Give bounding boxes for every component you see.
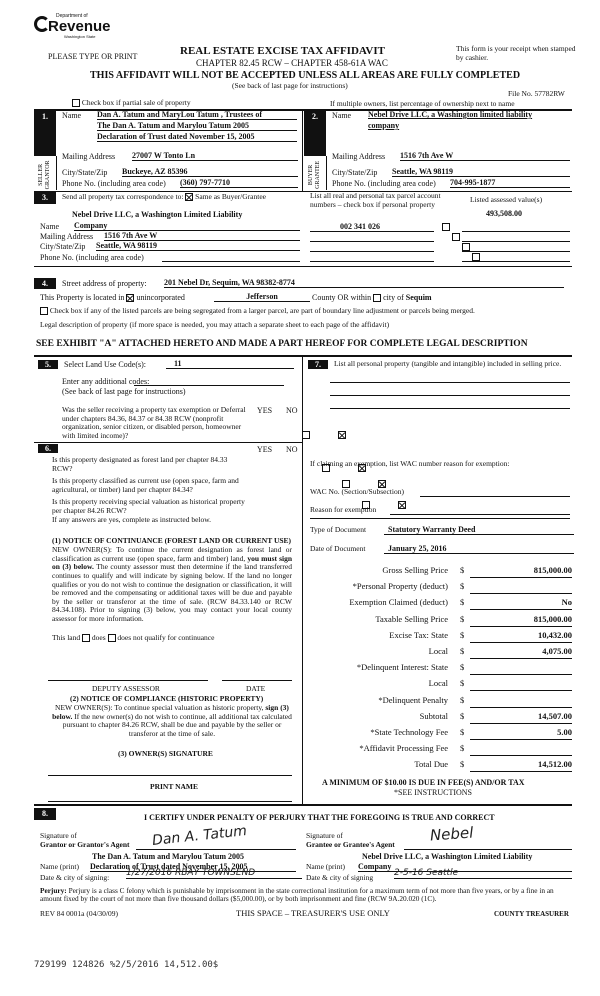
grantor-sig-label-b: Grantor or Grantor's Agent — [40, 840, 130, 849]
personal-property-checkbox-3[interactable] — [462, 243, 470, 251]
does-checkbox[interactable] — [82, 634, 90, 642]
seller-side-text: SELLER GRANTOR — [38, 160, 51, 190]
tax-row-label: Gross Selling Price — [382, 565, 448, 575]
section6-yes-header: YES — [257, 445, 273, 454]
tax-row-dollar: $ — [460, 646, 465, 656]
tax-row-label: *Delinquent Penalty — [378, 694, 448, 705]
street-label: Street address of property: — [62, 279, 147, 288]
logo-word: Revenue — [48, 18, 111, 35]
segregated-label: Check box if any of the listed parcels are being segregated from a larger parcel, are part of boundary line adjustment or parcels being merged. — [49, 306, 475, 315]
tax-phone-label: Phone No. (including area code) — [40, 253, 144, 262]
grantor-name-label: Name (print) — [40, 862, 79, 871]
reason-label: Reason for exemption — [310, 505, 377, 514]
continuance-row — [52, 634, 214, 643]
logo — [34, 13, 111, 44]
treasurer-stamp: 729199 124826 %2/5/2016 14,512.00$ — [34, 960, 219, 970]
affidavit-warning: THIS AFFIDAVIT WILL NOT BE ACCEPTED UNLESS ALL AREAS ARE FULLY COMPLETED — [90, 70, 521, 81]
seller-name-line-3: Declaration of Trust dated November 15, 2005 — [97, 132, 297, 142]
seller-phone-label: Phone No. (including area code) — [62, 179, 166, 188]
tax-row-dollar: $ — [460, 727, 465, 737]
perjury-certification: I CERTIFY UNDER PENALTY OF PERJURY THAT THE FOREGOING IS TRUE AND CORRECT — [144, 813, 495, 822]
tax-row-label: Local — [428, 646, 448, 656]
buyer-mailing: 1516 7th Ave W — [400, 151, 570, 161]
any-yes-note: If any answers are yes, complete as instructed below. — [52, 515, 212, 524]
same-as-buyer-checkbox[interactable] — [185, 193, 193, 201]
additional-codes-label: Enter any additional codes: — [62, 377, 150, 386]
grantor-name-a: The Dan A. Tatum and Marylou Tatum 2005 — [92, 852, 245, 861]
buyer-city: Seattle, WA 98119 — [392, 167, 570, 177]
document-type-label: Type of Document — [310, 525, 367, 534]
exemption-yes-checkbox[interactable] — [302, 431, 310, 439]
tax-row-label: Excise Tax: State — [389, 629, 448, 640]
reason-line-1[interactable] — [390, 506, 570, 515]
logo-bottom-text: Washington State — [64, 34, 96, 39]
perjury-notice — [40, 887, 572, 904]
form-title: REAL ESTATE EXCISE TAX AFFIDAVIT — [180, 45, 385, 57]
personal-property-checkbox-1[interactable] — [442, 223, 450, 231]
buyer-name-line-2: company — [368, 121, 400, 130]
this-land-label: This land — [52, 633, 81, 642]
tax-row-value: 14,512.00 — [470, 760, 572, 772]
city-of-label: city of — [383, 293, 404, 302]
perjury-text: Perjury is a class C felony which is punishable by imprisonment in the state correctional institution for a maximum term of not more than five years, or by a fine in an amount fixed by the court of not more than five thousand dollars ($5,000.00), or by both imprisonment and fine (RCW 9A.20.020 (1C). — [40, 886, 554, 904]
does-label: does — [91, 633, 106, 642]
section5-no-header: NO — [286, 406, 298, 415]
tax-row — [308, 647, 572, 659]
grantor-signature: Dan A. Tatum — [151, 823, 248, 849]
tax-row-label: *Delinquent Interest: State — [356, 662, 448, 673]
historic-question: Is this property receiving special valuation as historical property per chapter 84.26 RCW? — [52, 497, 245, 515]
buyer-name-line-1: Nebel Drive LLC, a Washington limited liability — [368, 110, 533, 119]
buyer-mailing-label: Mailing Address — [332, 152, 386, 161]
located-label: This Property is located in — [40, 293, 125, 302]
form-revision: REV 84 0001a (04/30/09) — [40, 909, 118, 918]
wac-line[interactable] — [420, 488, 570, 497]
tax-row-value: 5.00 — [470, 728, 572, 740]
see-back-note: (See back of last page for instructions) — [232, 81, 348, 90]
tax-row-label: *Affidavit Processing Fee — [359, 743, 448, 754]
tax-row — [308, 744, 572, 756]
tax-row-dollar: $ — [460, 678, 465, 689]
document-type: Statutory Warranty Deed — [384, 525, 574, 535]
grantor-name-b: Declaration of Trust dated November 15, 2005 — [90, 862, 296, 872]
unincorporated-label: unincorporated — [136, 293, 185, 302]
owner-signature-line[interactable] — [48, 775, 292, 776]
tax-row-value — [470, 582, 572, 594]
notice1-title: (1) NOTICE OF CONTINUANCE (FOREST LAND OR CURRENT USE) — [52, 536, 292, 545]
tax-row-label: *Personal Property (deduct) — [352, 581, 448, 592]
seller-city-label: City/State/Zip — [62, 168, 108, 177]
exemption-no-checkbox[interactable] — [338, 431, 346, 439]
buyer-city-label: City/State/Zip — [332, 168, 378, 177]
grantee-signature: Nebel — [429, 823, 474, 845]
tax-row-value: 815,000.00 — [470, 615, 572, 627]
grantee-signature-line[interactable] — [404, 849, 572, 850]
current-use-question: Is this property classified as current use (open space, farm and agricultural, or timber) land per chapter 84.34? — [52, 476, 239, 494]
buyer-name-label: Name — [332, 111, 352, 120]
tax-row-dollar: $ — [460, 759, 465, 770]
grantee-name-label: Name (print) — [306, 862, 345, 871]
tax-city: Seattle, WA 98119 — [96, 241, 300, 251]
buyer-phone-label: Phone No. (including area code) — [332, 179, 436, 188]
tax-mailing: 1516 7th Ave W — [104, 231, 300, 241]
section-3-number: 3. — [34, 192, 56, 204]
tax-name-label: Name — [40, 222, 60, 231]
grantee-sig-label-b: Grantee or Grantee's Agent — [306, 840, 395, 849]
assessor-signature-line[interactable] — [48, 680, 208, 681]
tax-row-dollar: $ — [460, 613, 465, 624]
seller-city: Buckeye, AZ 85396 — [122, 167, 298, 177]
document-date-label: Date of Document — [310, 544, 366, 553]
logo-top-text: Department of — [56, 13, 88, 19]
owner-signature-label: (3) OWNER(S) SIGNATURE — [118, 749, 213, 758]
tax-row-label: Local — [428, 678, 448, 689]
tax-row — [308, 631, 572, 643]
section5-yes-header: YES — [257, 406, 273, 415]
parcel-header: List all real and personal tax parcel account numbers – check box if personal property — [310, 191, 441, 209]
exemption-claim-label: If claiming an exemption, list WAC number reason for exemption: — [310, 459, 510, 468]
city-checkbox[interactable] — [373, 294, 381, 302]
seller-phone: (360) 797-7710 — [180, 178, 298, 188]
notice1-text-b: The county assessor must then determine if the land transferred continues to qualify and will indicate by signing below. If the land no longer qualifies or you do not wish to continue the designation or classification, it will be removed and the compensating or additional taxes will be due and payable by the seller or transferor at the time of sale. (RCW 84.33.140 or RCW 84.34.108). Prior to signing (3) below, you may contact your local county assessor for more information. — [52, 562, 292, 623]
assessor-date-line[interactable] — [222, 680, 292, 681]
seller-name-line-2: The Dan A. Tatum and Marylou Tatum 2005 — [97, 121, 297, 131]
same-as-buyer-label: Same as Buyer/Grantee — [195, 192, 266, 201]
assessed-header: Listed assessed value(s) — [470, 195, 543, 204]
does-not-checkbox[interactable] — [108, 634, 116, 642]
land-use-label: Select Land Use Code(s): — [64, 360, 146, 369]
tax-row-dollar: $ — [460, 597, 465, 608]
city-row — [312, 293, 432, 302]
notice2-title: (2) NOTICE OF COMPLIANCE (HISTORIC PROPERTY) — [70, 694, 264, 703]
assessor-date-label: DATE — [246, 684, 266, 693]
parcel-number: 002 341 026 — [340, 222, 380, 231]
tax-city-label: City/State/Zip — [40, 242, 86, 251]
print-note: PLEASE TYPE OR PRINT — [48, 52, 138, 61]
notice2-body — [52, 704, 292, 739]
segregated-checkbox[interactable] — [40, 307, 48, 315]
tax-row-value: 4,075.00 — [470, 647, 572, 659]
personal-property-checkbox-4[interactable] — [472, 253, 480, 261]
segregated-row — [40, 307, 475, 316]
form-chapter: CHAPTER 82.45 RCW – CHAPTER 458-61A WAC — [196, 58, 388, 68]
treasurer-space: THIS SPACE – TREASURER'S USE ONLY — [236, 908, 390, 918]
grantee-sig-label-a: Signature of — [306, 831, 343, 840]
notice1-text-a: NEW OWNER(S): To continue the current designation as forest land or classification as current use (open space, farm and timber) land, — [52, 545, 292, 563]
tax-row-value — [470, 679, 572, 691]
receipt-note: This form is your receipt when stamped by cashier. — [456, 44, 576, 62]
file-number: File No. 57782RW — [508, 89, 565, 98]
tax-row — [308, 728, 572, 740]
additional-codes-line[interactable] — [134, 377, 284, 386]
legal-note: Legal description of property (if more space is needed, you may attach a separate sheet to each page of the affidavit) — [40, 320, 390, 329]
tax-row-dollar: $ — [460, 581, 465, 592]
section-7-number: 7. — [308, 360, 328, 369]
tax-row-value: 815,000.00 — [470, 566, 572, 578]
tax-row-dollar: $ — [460, 662, 465, 673]
wac-label: WAC No. (Section/Subsection) — [310, 487, 404, 496]
tax-row-value: 10,432.00 — [470, 631, 572, 643]
tax-row — [308, 760, 572, 772]
tax-row-value: No — [470, 598, 572, 610]
tax-row-value — [470, 744, 572, 756]
tax-row-label: Exemption Claimed (deduct) — [349, 597, 448, 608]
notice1-must-sign: you must sign on (3) below. — [52, 553, 292, 572]
notice1-body — [52, 546, 292, 624]
buyer-side-text: BUYER GRANTEE — [308, 160, 321, 189]
section-8-number: 8. — [34, 808, 56, 820]
grantor-date: 1/27/2016 RBAY TOWNSEND — [126, 868, 302, 879]
grantor-sig-label-a: Signature of — [40, 831, 77, 840]
tax-mailing-label: Mailing Address — [40, 232, 94, 241]
seller-name-label: Name — [62, 111, 82, 120]
tax-name-line-1: Nebel Drive LLC, a Washington Limited Liability — [72, 210, 243, 219]
tax-row-dollar: $ — [460, 694, 465, 705]
section-2-number: 2. — [304, 110, 326, 156]
print-name-line[interactable] — [48, 801, 292, 802]
county-or-label: County OR within — [312, 293, 372, 302]
forest-land-question: Is this property designated as forest land per chapter 84.33 RCW? — [52, 455, 228, 473]
minimum-note: A MINIMUM OF $10.00 IS DUE IN FEE(S) AND/OR TAX — [322, 778, 525, 787]
print-name-label: PRINT NAME — [150, 782, 198, 791]
buyer-phone: 704-995-1877 — [450, 178, 570, 188]
grantee-date: 2-5-16 Seattle — [394, 868, 572, 879]
deputy-assessor-label: DEPUTY ASSESSOR — [92, 684, 160, 693]
seller-side-label — [34, 156, 57, 190]
grantor-signature-line[interactable] — [136, 849, 296, 850]
notice2-text-a: NEW OWNER(S): To continue special valuation as historic property, — [55, 703, 264, 712]
tax-row — [308, 566, 572, 578]
tax-row-label: *State Technology Fee — [370, 727, 448, 737]
notice2-text-b: If the new owner(s) do not wish to continue, all additional tax calculated pursuant to chapter 84.26 RCW, shall be due and payable by the seller or transferor at the time of sale. — [62, 711, 292, 738]
section-1-number: 1. — [34, 110, 56, 156]
section6-no-header: NO — [286, 445, 298, 454]
section-5-number: 5. — [38, 360, 58, 369]
tax-row-label: Taxable Selling Price — [375, 613, 448, 624]
tax-row — [308, 696, 572, 708]
partial-sale-checkbox[interactable] — [72, 99, 80, 107]
assessed-value: 493,508.00 — [486, 209, 522, 218]
tax-row — [308, 679, 572, 691]
exemption-question: Was the seller receiving a property tax exemption or Deferral under chapters 84.36, 84.37 or 84.38 RCW (nonprofit organization, senior citizen, or disabled person, homeowner with limited income)? — [62, 405, 246, 440]
tax-row-dollar: $ — [460, 743, 465, 754]
buyer-side-label — [304, 156, 327, 190]
tax-name-line-2: Company — [74, 221, 300, 231]
tax-row — [308, 663, 572, 675]
tax-row — [308, 615, 572, 627]
does-not-label: does not qualify for continuance — [117, 633, 215, 642]
tax-row-value — [470, 663, 572, 675]
land-use-code: 11 — [166, 359, 294, 369]
section-4-number: 4. — [34, 278, 56, 289]
tax-row-label: Subtotal — [419, 710, 448, 721]
tax-row — [308, 598, 572, 610]
tax-row — [308, 582, 572, 594]
personal-property-list-label: List all personal property (tangible and intangible) included in selling price. — [334, 359, 562, 368]
partial-sale[interactable] — [72, 99, 191, 108]
tax-row-value — [470, 696, 572, 708]
tax-correspondence-row — [62, 193, 266, 202]
partial-sale-label: Check box if partial sale of property — [81, 98, 191, 107]
unincorporated-checkbox[interactable] — [126, 294, 134, 302]
multiple-owners-note: If multiple owners, list percentage of ownership next to name — [330, 99, 515, 108]
located-row — [40, 293, 185, 302]
reason-line-2[interactable] — [310, 518, 570, 519]
seller-mailing: 27007 W Tonto Ln — [132, 151, 298, 161]
tax-row — [308, 712, 572, 724]
county-name: Jefferson — [214, 292, 310, 302]
tax-row-value: 14,507.00 — [470, 712, 572, 724]
document-date: January 25, 2016 — [384, 544, 574, 554]
tax-correspondence-label: Send all property tax correspondence to: — [62, 192, 184, 201]
see-instructions: *SEE INSTRUCTIONS — [394, 788, 473, 797]
section-6-number: 6. — [38, 444, 58, 453]
exhibit-heading: SEE EXHIBIT "A" ATTACHED HERETO AND MADE A PART HEREOF FOR COMPLETE LEGAL DESCRIPTION — [36, 339, 528, 349]
grantee-date-label: Date & city of signing — [306, 873, 374, 882]
tax-phone-line[interactable] — [162, 252, 300, 262]
county-treasurer: COUNTY TREASURER — [494, 910, 569, 918]
seller-mailing-label: Mailing Address — [62, 152, 116, 161]
land-use-see-back: (See back of last page for instructions) — [62, 387, 186, 396]
street-address: 201 Nebel Dr, Sequim, WA 98382-8774 — [164, 278, 564, 288]
tax-row-dollar: $ — [460, 629, 465, 640]
notice2-sign: sign (3) below. — [52, 703, 289, 721]
tax-row-dollar: $ — [460, 565, 465, 575]
seller-name-line-1: Dan A. Tatum and MaryLou Tatum , Trustees of — [97, 110, 297, 120]
perjury-label: Perjury: — [40, 886, 67, 895]
grantor-date-label: Date & city of signing: — [40, 873, 110, 882]
grantee-name-a: Nebel Drive LLC, a Washington Limited Liability — [362, 852, 533, 861]
grantee-name-b: Company — [358, 862, 572, 872]
tax-row-dollar: $ — [460, 710, 465, 721]
tax-row-label: Total Due — [414, 759, 448, 770]
city-name: Sequim — [405, 293, 432, 302]
personal-property-checkbox-2[interactable] — [452, 233, 460, 241]
